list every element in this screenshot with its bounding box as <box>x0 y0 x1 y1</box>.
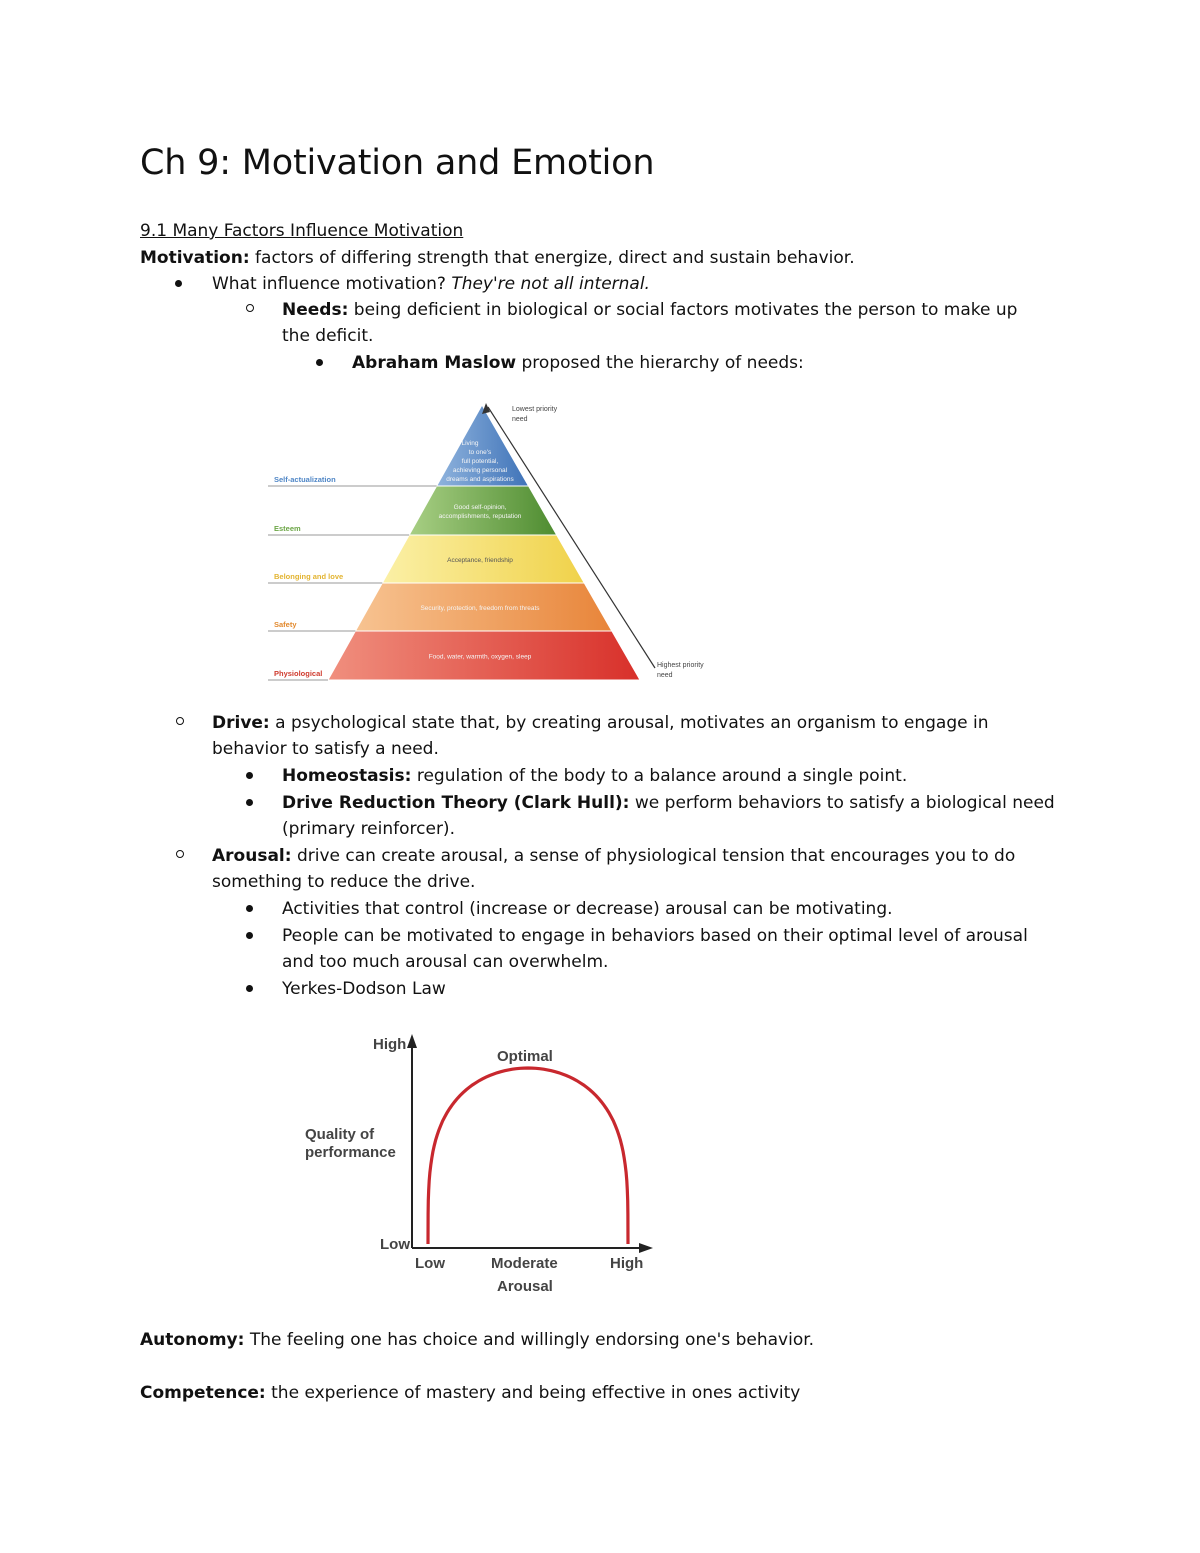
drive-term: Drive: <box>212 713 270 733</box>
needs-definition <box>282 297 1017 323</box>
maslow-line <box>352 350 804 376</box>
sub-bullet <box>246 304 254 312</box>
needs-text: being deficient in biological or social factors motivates the person to make up <box>348 300 1018 320</box>
yerkes-dodson-chart <box>300 1030 660 1300</box>
lowest-priority-label-1: Lowest priority <box>512 406 558 413</box>
drive-reduction-definition-cont: (primary reinforcer). <box>282 819 455 839</box>
needs-term: Needs: <box>282 300 349 320</box>
page-title: Ch 9: Motivation and Emotion <box>140 143 655 183</box>
pyramid-level-label: Self-actualization <box>274 475 336 484</box>
drive-text: a psychological state that, by creating arousal, motivates an organism to engage in <box>269 713 989 733</box>
competence-definition <box>140 1380 800 1406</box>
y-axis-label-line1: Quality of <box>305 1126 375 1143</box>
maslow-pyramid-figure <box>260 395 730 690</box>
arousal-definition-cont: something to reduce the drive. <box>212 872 476 892</box>
y-tick-low: Low <box>380 1236 410 1253</box>
autonomy-definition <box>140 1327 814 1353</box>
needs-definition-cont: the deficit. <box>282 326 374 346</box>
drive-reduction-term: Drive Reduction Theory (Clark Hull): <box>282 793 630 813</box>
pyramid-level-description: accomplishments, reputation <box>438 513 522 520</box>
yerkes-dodson-line: Yerkes-Dodson Law <box>282 979 446 999</box>
autonomy-term: Autonomy: <box>140 1330 245 1350</box>
drive-reduction-text: we perform behaviors to satisfy a biological need <box>629 793 1055 813</box>
motivation-text: factors of differing strength that energize, direct and sustain behavior. <box>249 248 855 268</box>
activities-line: Activities that control (increase or decrease) arousal can be motivating. <box>282 899 893 919</box>
homeostasis-text: regulation of the body to a balance around a single point. <box>411 766 908 786</box>
influence-italic: They're not all internal. <box>451 274 650 294</box>
motivation-term: Motivation: <box>140 248 250 268</box>
arousal-text: drive can create arousal, a sense of physiological tension that encourages you to do <box>291 846 1016 866</box>
pyramid-level-description: achieving personal <box>452 467 508 474</box>
pyramid-level-description: to one's <box>468 449 492 456</box>
people-line: People can be motivated to engage in behaviors based on their optimal level of arousal <box>282 926 1028 946</box>
section-heading: 9.1 Many Factors Influence Motivation <box>140 221 464 241</box>
pyramid-level-label: Physiological <box>274 669 323 678</box>
bullet <box>246 905 253 912</box>
pyramid-level-description: dreams and aspirations <box>446 476 514 483</box>
pyramid-level-description: Acceptance, friendship <box>447 557 513 564</box>
bullet <box>246 985 253 992</box>
pyramid-level-description: Living <box>461 440 479 447</box>
bullet <box>246 799 253 806</box>
drive-definition-cont: behavior to satisfy a need. <box>212 739 439 759</box>
homeostasis-definition <box>282 763 907 789</box>
bullet <box>175 280 182 287</box>
lowest-priority-label-2: need <box>512 416 528 423</box>
competence-term: Competence: <box>140 1383 266 1403</box>
arousal-definition <box>212 843 1015 869</box>
drive-definition <box>212 710 988 736</box>
y-axis-arrow <box>407 1034 417 1048</box>
autonomy-text: The feeling one has choice and willingly endorsing one's behavior. <box>244 1330 815 1350</box>
bullet <box>316 359 323 366</box>
drive-reduction-definition <box>282 790 1055 816</box>
pyramid-level-description: Food, water, warmth, oxygen, sleep <box>428 653 532 661</box>
pyramid-level-label: Belonging and love <box>274 572 344 581</box>
y-tick-high: High <box>373 1036 407 1053</box>
optimal-label: Optimal <box>497 1048 553 1065</box>
sub-bullet <box>176 717 184 725</box>
x-tick-low: Low <box>415 1255 445 1272</box>
y-axis-label-line2: performance <box>305 1144 396 1161</box>
homeostasis-term: Homeostasis: <box>282 766 412 786</box>
pyramid-level-description: Security, protection, freedom from threats <box>420 605 540 612</box>
bullet <box>246 772 253 779</box>
influence-question-text: What influence motivation? <box>212 274 452 294</box>
x-tick-moderate: Moderate <box>491 1255 558 1272</box>
bullet <box>246 932 253 939</box>
x-tick-high: High <box>610 1255 644 1272</box>
highest-priority-label-1: Highest priority <box>657 662 704 669</box>
motivation-definition <box>140 245 855 271</box>
performance-curve <box>428 1068 628 1244</box>
pyramid-level-label: Safety <box>274 620 297 629</box>
arousal-term: Arousal: <box>212 846 292 866</box>
pyramid-level-description: full potential, <box>461 458 499 465</box>
x-axis-arrow <box>639 1243 653 1253</box>
competence-text: the experience of mastery and being effective in ones activity <box>265 1383 801 1403</box>
influence-question <box>212 271 650 297</box>
pyramid-level-label: Esteem <box>274 524 301 533</box>
people-line-cont: and too much arousal can overwhelm. <box>282 952 609 972</box>
highest-priority-label-2: need <box>657 672 673 679</box>
sub-bullet <box>176 850 184 858</box>
maslow-text: proposed the hierarchy of needs: <box>516 353 804 373</box>
pyramid-level-description: Good self-opinion, <box>453 504 507 511</box>
x-axis-label: Arousal <box>497 1278 553 1295</box>
maslow-term: Abraham Maslow <box>352 353 517 373</box>
